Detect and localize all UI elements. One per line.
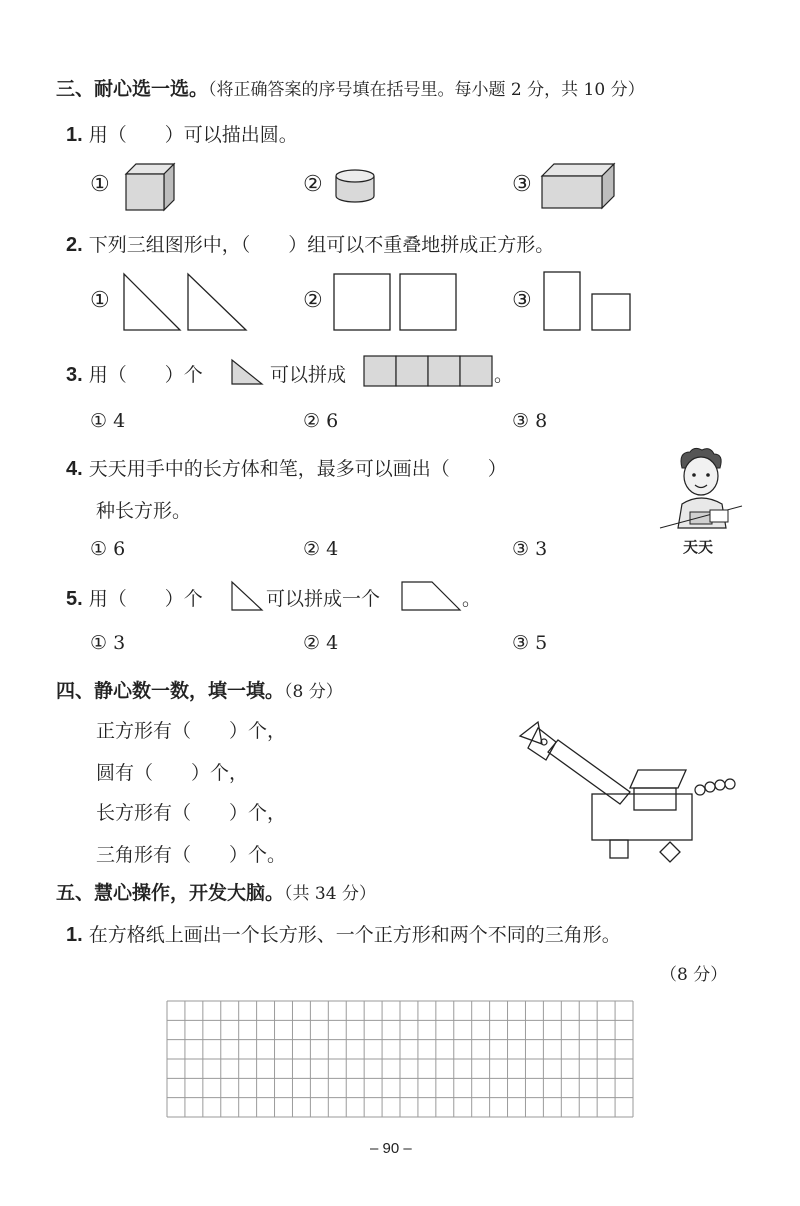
count-rectangles-line: 长方形有（ ）个， [96, 802, 287, 824]
shape-giraffe-figure [510, 718, 750, 868]
q1-option-3: ③ [512, 172, 532, 197]
cylinder-figure [333, 168, 377, 206]
q5-option-1: ① 3 [90, 632, 126, 654]
page-number: – 90 – [370, 1140, 412, 1157]
rectangle-and-square-figure [542, 270, 634, 334]
q3-option-3: ③ 8 [512, 410, 548, 432]
cuboid-figure [540, 162, 618, 210]
count-triangles-line: 三角形有（ ）个。 [96, 844, 287, 866]
boy-character-illustration [660, 446, 746, 536]
q5-option-3: ③ 5 [512, 632, 548, 654]
cube-figure [124, 160, 178, 212]
section5-question-1-text: 在方格纸上画出一个长方形、一个正方形和两个不同的三角形。 [88, 924, 621, 946]
question-2: 2. 下列三组图形中，（ ）组可以不重叠地拼成正方形。 [66, 234, 555, 256]
question-2-text: 下列三组图形中，（ ）组可以不重叠地拼成正方形。 [88, 234, 555, 256]
section3-title: 三、耐心选一选。（将正确答案的序号填在括号里。每小题 2 分，共 10 分） [56, 78, 645, 100]
question-4: 4. 天天用手中的长方体和笔，最多可以画出（ ） [66, 458, 507, 480]
q2-option-3: ③ [512, 288, 532, 313]
q2-option-1: ① [90, 288, 110, 313]
q3-option-1: ① 4 [90, 410, 126, 432]
question-5-end: 。 [462, 588, 482, 610]
question-5: 5. 用（ ）个 [66, 588, 203, 610]
question-3-mid: 可以拼成 [270, 364, 347, 386]
section4-note: （8 分） [284, 682, 343, 702]
four-squares-strip-figure [362, 354, 494, 388]
question-4-text: 天天用手中的长方体和笔，最多可以画出（ ） [88, 458, 507, 480]
q5-option-2: ② 4 [303, 632, 339, 654]
question-1: 1. 用（ ）可以描出圆。 [66, 124, 298, 146]
q1-option-1: ① [90, 172, 110, 197]
section5-question-1: 1. 在方格纸上画出一个长方形、一个正方形和两个不同的三角形。 [66, 924, 621, 946]
q3-option-2: ② 6 [303, 410, 339, 432]
question-5-mid: 可以拼成一个 [266, 588, 381, 610]
q1-option-2: ② [303, 172, 323, 197]
grid-paper[interactable] [166, 1000, 634, 1118]
count-squares-line: 正方形有（ ）个， [96, 720, 287, 742]
question-1-text: 用（ ）可以描出圆。 [88, 124, 298, 146]
section5-question-1-points: （8 分） [660, 965, 728, 985]
character-name-label: 天天 [683, 538, 714, 556]
question-3: 3. 用（ ）个 [66, 364, 203, 386]
q4-option-3: ③ 3 [512, 538, 548, 560]
section5-note: （共 34 分） [284, 884, 376, 904]
question-3-end: 。 [494, 364, 514, 386]
count-circles-line: 圆有（ ）个， [96, 762, 249, 784]
section4-title: 四、静心数一数，填一填。（8 分） [56, 680, 343, 702]
q4-option-1: ① 6 [90, 538, 126, 560]
q2-option-2: ② [303, 288, 323, 313]
section3-note: （将正确答案的序号填在括号里。每小题 2 分，共 10 分） [208, 80, 645, 100]
q4-option-2: ② 4 [303, 538, 339, 560]
question-4-line2: 种长方形。 [96, 500, 192, 522]
two-triangles-figure [122, 272, 252, 334]
right-triangle-icon [230, 580, 266, 612]
two-squares-figure [332, 272, 460, 334]
section5-title: 五、慧心操作，开发大脑。（共 34 分） [56, 882, 376, 904]
small-triangle-icon [230, 358, 266, 386]
trapezoid-figure [400, 580, 464, 612]
